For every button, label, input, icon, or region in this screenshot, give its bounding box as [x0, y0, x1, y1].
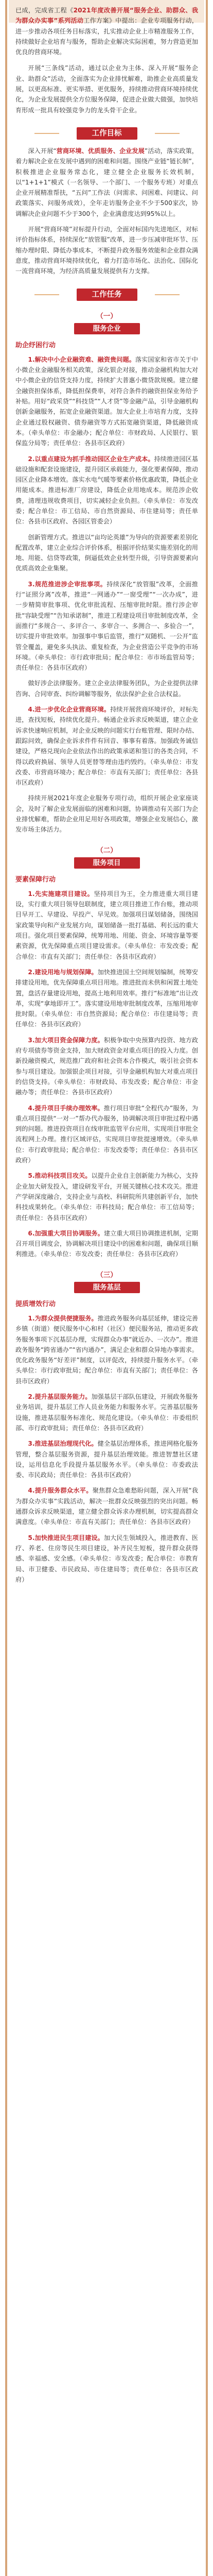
section-2-subtitle: 要素保障行动	[15, 875, 56, 884]
task-item-heading: 3.加大项目资金保障力度。	[28, 1036, 104, 1044]
task-item	[15, 1485, 198, 1527]
task-item-heading: 5.加快推进民生项目建设。	[28, 1534, 104, 1541]
section-1-number: （一）	[96, 312, 117, 320]
task-item-heading: 1.为群众提供便捷服务。	[28, 1314, 98, 1322]
left-border	[5, 0, 7, 2576]
section-1-header	[15, 311, 198, 334]
task-item-body: 健全基层治理体系，推进网格化服务管理，整合基层服务资源，提升基层治理效能。推进智慧社区建设，运用信息化手段提升基层服务水平。（牵头单位：市委政法委、市民政局；责任单位：各县市区政府）	[15, 1440, 198, 1479]
task-item	[15, 1313, 198, 1386]
task-item	[15, 1228, 198, 1260]
task-item-heading: 4.提升服务群众水平。	[28, 1487, 93, 1495]
task-item-body: 积极争取中央预算内投资、地方政府专项债券等资金支持，加大财政资金对重点项目的投入力度。创新投融资模式，规范推广政府和社会资本合作模式，吸引社会资本参与项目建设。加强银企项目对接，引导金融机构加大对重点项目的信贷支持。（牵头单位：市财政局、市发改委；配合单位：市金融办等；责任单位：各县市区政府）	[15, 1036, 198, 1096]
task-item-heading: 3.推进基层治理现代化。	[28, 1440, 98, 1448]
task-item-heading: 3.规范推进涉企审批事项。	[28, 580, 107, 588]
task-item-heading: 2.建设用地与规划保障。	[28, 968, 98, 976]
task-item	[15, 967, 198, 1030]
section-3-subtitle: 提质增效行动	[15, 1300, 56, 1308]
goal-banner-label: 工作目标	[77, 127, 137, 140]
task-item-body: 持续推进园区基础设施和配套设施建设，提升园区承载能力，强化要素保障，推动园区企业降本增效。落实水电气暖等要素价格优惠政策，降低企业用能成本。推进标准厂房建设，降低企业用地成本。规范涉企收费，清理违规收费项目，切实减轻企业负担。（牵头单位：市发改委；配合单位：市工信局、市自然资源局、市住建局等；责任单位：各县市区政府、各园区管委会）	[15, 455, 198, 526]
goal-banner	[53, 127, 161, 140]
section-1-title: 服务企业	[74, 323, 140, 334]
task-item-heading: 5.推动科技项目攻关。	[28, 1172, 92, 1180]
task-item-heading: 2.提升基层服务能力。	[28, 1393, 92, 1401]
task-item	[15, 532, 198, 574]
task-item-body: 坚持项目为王，全力推进重大项目建设，实行重大项目领导包联制度，建立项目推进工作台账，推动项目早开工、早建设、早投产、早见效。加强项目谋划储备，围绕国家政策导向和产业发展方向，谋划储备一批打基础、利长远的重大项目。强化项目要素保障，统筹用地、用能、资金、环境容量等要素资源，优先保障重点项目建设需求。（牵头单位：市发改委；配合单位：市直有关部门；责任单位：各县市区政府）	[15, 890, 198, 960]
task-item	[15, 1103, 198, 1166]
task-item	[15, 1438, 198, 1480]
task-item-body: 持续开展营商环境评价，对标先进，查找短板，持续优化提升。畅通企业诉求反映渠道，建立企业诉求快速响应机制，对企业反映的问题实行台账管理、限时办结、跟踪问效，确保企业诉求件件有回音、事事有着落。加强政务诚信建设，严格兑现向企业依法作出的政策承诺和签订的各类合同，不得以政府换届、领导人员更替等理由违约毁约。（牵头单位：市发改委、市营商环境办；配合单位：市直有关部门；责任单位：各县市区政府）	[15, 706, 198, 787]
task-item-heading: 1.解决中小企业融资难、融资贵问题。	[28, 355, 135, 363]
intro-highlight: 2021年度改善开展“服务企业、助群众、我为群众办实事”系列活动	[15, 7, 198, 25]
task-item	[15, 678, 198, 699]
tasks-banner-label: 工作任务	[77, 289, 137, 301]
task-item-body: 持续开展2021年度企业服务专项行动，组织开展企业家座谈会，及时了解企业发展面临的困难和问题，协调推动有关部门为企业排忧解难，帮助企业用足用好各项政策，增强企业发展信心，激发市场主体活力。	[15, 794, 198, 834]
section-2-header	[15, 845, 198, 869]
task-item-body: 推行项目审批“全程代办”服务，为重点项目提供“一对一”帮办代办服务，协调解决项目审批过程中遇到的问题。推进投资项目在线审批监管平台应用，实现项目审批全流程网上办理。推行区域评估，实现项目审批提速增效。（牵头单位：市行政审批局；配合单位：市发改委等；责任单位：各县市区政府）	[15, 1104, 198, 1164]
section-3-title: 服务基层	[74, 1282, 140, 1293]
right-border	[206, 0, 208, 2576]
task-item	[15, 1035, 198, 1098]
task-item	[15, 579, 198, 673]
task-item-body: 加大民生领域投入，推进教育、医疗、养老、住房等民生项目建设，补齐民生短板，提升群众获得感、幸福感、安全感。（牵头单位：市发改委；配合单位：市教育局、市卫健委、市民政局、市住建局等；责任单位：各县市区政府）	[15, 1534, 198, 1583]
goal-paragraph-2: 开展“营商环境”对标提升行动，全面对标国内先进地区，对标评价指标体系，持续深化“放管服”改革，进一步压减审批环节、压缩办理时限、降低办事成本，不断提升政务服务效能和企业群众满意度，推动营商环境持续优化，着力打造市场化、法治化、国际化一流营商环境，为经济高质量发展提供有力支撑。	[15, 226, 198, 275]
section-2-number: （二）	[96, 846, 117, 855]
task-item-body: 以提升企业自主创新能力为核心，支持企业加大研发投入，建设研发平台，开展关键核心技术攻关。推进产学研深度融合，支持企业与高校、科研院所共建创新平台，加快科技成果转化。（牵头单位：市科技局；配合单位：市工信局等；责任单位：各县市区政府）	[15, 1172, 198, 1222]
task-item	[15, 889, 198, 962]
section-1-subtitle: 助企纾困行动	[15, 341, 56, 349]
banner-line-left	[34, 133, 59, 134]
section-2-title: 服务项目	[74, 857, 140, 869]
intro-paragraph-2: 开展“三条线”活动，通过以企业为主体、深入开展“服务企业、助群众”活动，全面落实为企业排忧解难，助推企业高质量发展，以更高标准、更实举措、更优服务，持续推动营商环境持续优化，为企业发展提供全方位服务保障，促进企业做大做强，加快培育形成一批具有较强竞争力的龙头骨干企业。	[15, 64, 198, 114]
banner-line-right	[155, 133, 180, 134]
task-item-heading: 2.以重点建设为抓手推动园区企业生产成本。	[28, 455, 154, 463]
section-3-number: （三）	[96, 1270, 117, 1279]
section-1-items	[15, 354, 198, 835]
intro-paragraph-1: 已成，完成省工程《2021年度改善开展“服务企业、助群众、我为群众办实事”系列活动工作方案》中提出：企业专项服务行动，进一步推动各项任务目标落实，扎实推动企业上市精准服务工作，持续做好企业培育与服务，帮助企业解决实际困难，努力营造更加优良的营商环境。	[15, 7, 198, 56]
task-item	[15, 704, 198, 788]
task-item	[15, 454, 198, 527]
tasks-banner	[53, 289, 161, 301]
task-item-heading: 4.进一步优化企业营商环境。	[28, 706, 111, 714]
task-item-body: 创新管理方式。推进以“亩均论英雄”为导向的资源要素差别化配置改革，建立企业综合评价体系，根据评价结果实施差别化的用地、用能、信贷等政策，倒逼低效企业转型升级，引导资源要素向优质高效企业集聚。	[15, 533, 198, 572]
task-item	[15, 793, 198, 835]
section-3-items	[15, 1313, 198, 1585]
banner-line-left	[34, 294, 59, 295]
task-item-body: 持续深化“放管服”改革，全面推行“证照分离”改革，推进“一网通办”“一窗受理”“一次办成”，进一步精简审批事项、优化审批流程、压缩审批时限。推行涉企审批“容缺受理”“告知承诺制”，推进工程建设项目审批制度改革，全面推行“多规合一、多评合一、多审合一、多测合一、多验合一”，切实提升审批效率。加强事中事后监管，推行“双随机、一公开”监管全覆盖，避免多头执法、重复检查，为企业营造公平竞争的市场环境。（牵头单位：市行政审批局；配合单位：市市场监管局等；责任单位：各县市区政府）	[15, 580, 198, 672]
task-item-body: 加强基层干部队伍建设，开展政务服务业务培训，提升基层工作人员业务能力和服务水平。完善基层服务设施，推进基层服务标准化、规范化建设。（牵头单位：市委组织部、市行政审批局；责任单位：各县市区政府）	[15, 1393, 198, 1432]
goal-highlight: 营商环境、优质服务、企业发展	[56, 147, 145, 155]
task-item-heading: 6.加强重大项目协调服务。	[28, 1229, 104, 1237]
task-item-body: 聚焦群众急难愁盼问题，深入开展“我为群众办实事”实践活动，解决一批群众反映强烈的突出问题。畅通群众诉求反映渠道，建立健全群众诉求办理机制，切实提高群众满意度。（牵头单位：市直有关部门；责任单位：各县市区政府）	[15, 1487, 198, 1526]
task-item	[15, 1171, 198, 1223]
article-content	[15, 0, 198, 1590]
goal-paragraph-1: 深入开展“营商环境、优质服务、企业发展”活动，落实政策，着力解决企业在发展中遇到的困难和问题。围绕产业链“链长制”，积极推进企业服务常态化，建立健全企业服务长效机制，以“1+1+1”模式（一名领导、一个部门、一个服务专班）对重点企业开展精准帮扶，“五问”工作法（问需求、问困难、问建议、问政策落实、问服务成效），全年走访服务企业不少于500家次，协调解决企业问题不少于300个，企业满意度达到95%以上。	[15, 147, 198, 217]
task-item	[15, 1392, 198, 1433]
task-item-body: 加快推进国土空间规划编制，统筹安排建设用地，优先保障重点项目用地。推进批而未供和闲置土地处置，盘活存量建设用地，提高土地利用效率。推行“标准地”出让改革，实现“拿地即开工”。落实建设用地审批制度改革，压缩用地审批时限。（牵头单位：市自然资源局；配合单位：市住建局等；责任单位：各县市区政府）	[15, 968, 198, 1028]
task-item	[15, 1533, 198, 1585]
banner-line-right	[155, 294, 180, 295]
task-item-body: 落实国家和省市关于中小微企业金融服务相关政策，深化银企对接，推动金融机构加大对中小微企业的信贷支持力度，持续扩大普惠小微贷款规模。建立健全融资担保体系，降低担保费率，对符合条件的融资担保业务给予补贴。用好“政采贷”“科技贷”“人才贷”等金融产品，引导金融机构创新金融服务，拓宽企业融资渠道。加大企业上市培育力度，支持企业通过股权融资、债券融资等方式拓宽融资渠道，降低融资成本。（牵头单位：市金融办；配合单位：市财政局、人民银行、银保监分局等；责任单位：各县市区政府）	[15, 355, 198, 447]
task-item-body: 做好涉企法律服务。建立企业法律服务团队，为企业提供法律咨询、合同审查、纠纷调解等服务，依法保护企业合法权益。	[15, 680, 198, 698]
task-item-body: 推进政务服务向基层延伸，建设完善乡镇（街道）便民服务中心和村（社区）便民服务站，推动更多政务服务事项下沉基层办理，实现群众办事“就近办、一次办”。推进政务服务“跨省通办”“省内通办”，满足企业和群众异地办事需求。优化政务服务“好差评”制度，以评促改，持续提升服务水平。（牵头单位：市行政审批局；配合单位：市直有关部门；责任单位：各县市区政府）	[15, 1314, 198, 1385]
task-item-heading: 1.先实施建项目建设。	[28, 890, 94, 897]
task-item-body: 建立重大项目协调推进机制，定期召开项目调度会，协调解决项目建设中的困难和问题，确保项目顺利推进。（牵头单位：市发改委；责任单位：各县市区政府）	[15, 1229, 198, 1258]
section-2-items	[15, 889, 198, 1260]
task-item-heading: 4.提升项目手续办理效率。	[28, 1104, 104, 1112]
section-3-header	[15, 1270, 198, 1293]
task-item	[15, 354, 198, 449]
